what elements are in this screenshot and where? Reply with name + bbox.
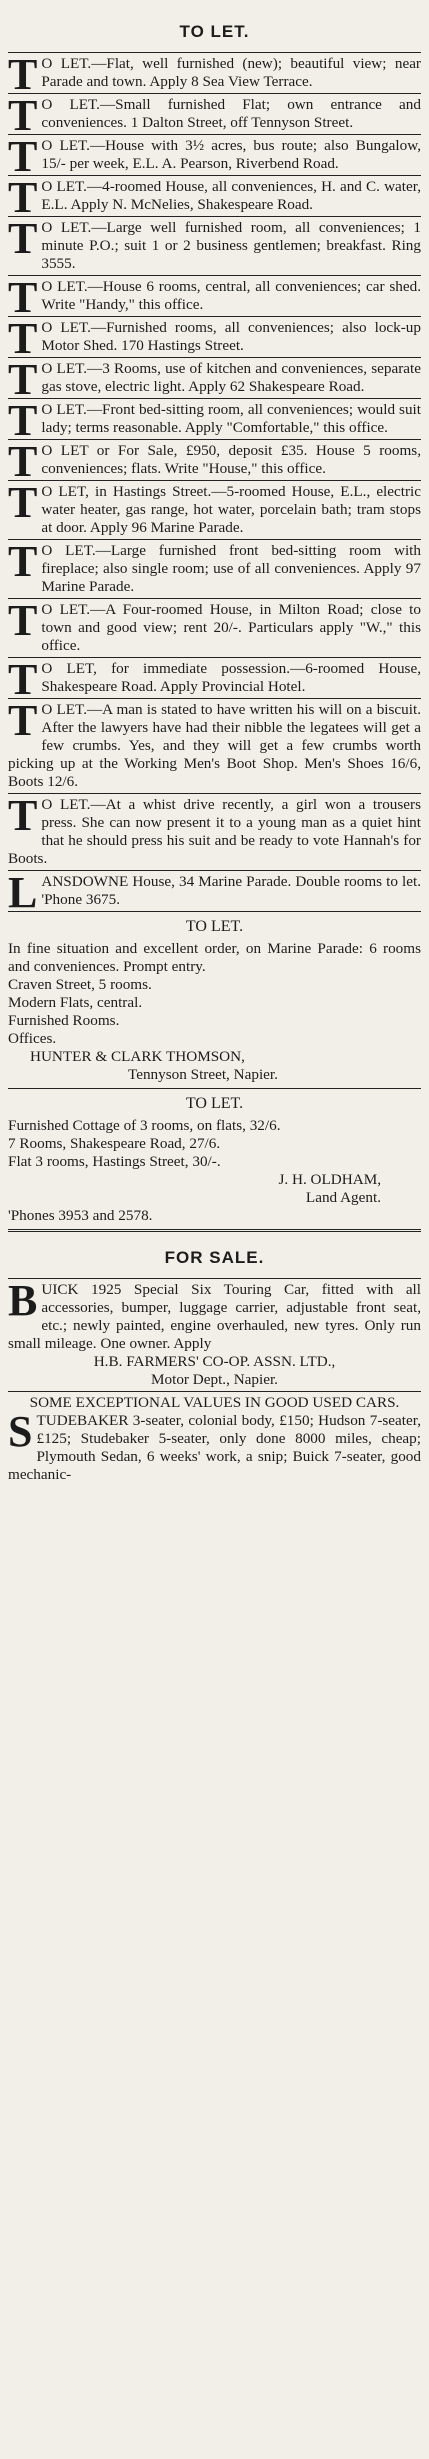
ad-text: O LET.—A Four-roomed House, in Milton Road; close to town and good view; rent 20/-. Particulars apply "W.," this office. bbox=[41, 601, 421, 654]
ad-text: O LET, in Hastings Street.—5-roomed House, E.L., electric water heater, gas range, hot water, porcelain bath; tram stops at door. Apply 96 Marine Parade. bbox=[41, 483, 421, 536]
ad-3 bbox=[8, 132, 421, 181]
divider bbox=[8, 1278, 421, 1279]
ad-text: O LET.—House 6 rooms, central, all conveniences; car shed. Write "Handy," this office. bbox=[41, 278, 421, 313]
drop-cap: T bbox=[8, 355, 38, 404]
ad-4 bbox=[8, 173, 421, 222]
drop-cap: T bbox=[8, 50, 38, 99]
drop-cap: T bbox=[8, 214, 38, 263]
oldham-phones: 'Phones 3953 and 2578. bbox=[8, 1207, 153, 1224]
drop-cap: T bbox=[8, 596, 38, 645]
drop-cap: B bbox=[8, 1276, 38, 1325]
drop-cap: T bbox=[8, 478, 38, 527]
ad-14 bbox=[8, 655, 421, 704]
section-title-for-sale: FOR SALE. bbox=[164, 1248, 265, 1267]
ad-text: O LET.—At a whist drive recently, a girl won a trousers press. She can now present it to a young man as a quiet hint that he should press his suit and be ready to vote Hannah's for Boots. bbox=[8, 796, 421, 867]
hunter-line-4: Offices. bbox=[8, 1030, 57, 1047]
ad-10 bbox=[8, 437, 421, 486]
divider bbox=[8, 657, 421, 658]
drop-cap: T bbox=[8, 437, 38, 486]
ad-6 bbox=[8, 273, 421, 322]
divider bbox=[8, 598, 421, 599]
ad-text: O LET, for immediate possession.—6-roomed House, Shakespeare Road. Apply Provincial Hotel. bbox=[41, 660, 421, 695]
drop-cap: T bbox=[8, 132, 38, 181]
divider bbox=[8, 175, 421, 176]
oldham-title: TO LET. bbox=[185, 1095, 244, 1112]
divider bbox=[8, 870, 421, 871]
ad-8 bbox=[8, 355, 421, 404]
divider bbox=[8, 1391, 421, 1392]
drop-cap: T bbox=[8, 791, 38, 840]
ad-15 bbox=[8, 696, 421, 791]
oldham-line-1: Furnished Cottage of 3 rooms, on flats, 32/6. bbox=[8, 1117, 281, 1134]
divider bbox=[8, 793, 421, 794]
sale-headline: SOME EXCEPTIONAL VALUES IN GOOD USED CARS. bbox=[29, 1394, 400, 1411]
ad-12 bbox=[8, 537, 421, 596]
ad-text: O LET.—3 Rooms, use of kitchen and conveniences, separate gas stove, electric light. Apply 62 Shakespeare Road. bbox=[41, 360, 421, 395]
ad-text: ANSDOWNE House, 34 Marine Parade. Double rooms to let. 'Phone 3675. bbox=[41, 873, 421, 908]
hunter-title: TO LET. bbox=[185, 918, 244, 935]
divider bbox=[8, 134, 421, 135]
drop-cap: T bbox=[8, 396, 38, 445]
ad-text: O LET.—Large well furnished room, all conveniences; 1 minute P.O.; suit 1 or 2 business gentlemen; breakfast. Ring 3555. bbox=[41, 219, 421, 272]
drop-cap: L bbox=[8, 868, 38, 917]
hunter-line-2: Modern Flats, central. bbox=[8, 994, 143, 1011]
hunter-firm: HUNTER & CLARK THOMSON, bbox=[30, 1048, 245, 1065]
section-title-to-let: TO LET. bbox=[179, 22, 250, 41]
drop-cap: S bbox=[8, 1407, 33, 1456]
ad-16 bbox=[8, 791, 421, 868]
hunter-clark-ad bbox=[8, 918, 421, 1084]
divider bbox=[8, 1088, 421, 1089]
oldham-line-3: Flat 3 rooms, Hastings Street, 30/-. bbox=[8, 1153, 221, 1170]
divider bbox=[8, 216, 421, 217]
ad-11 bbox=[8, 478, 421, 537]
hunter-line-3: Furnished Rooms. bbox=[8, 1012, 120, 1029]
ad-2 bbox=[8, 91, 421, 140]
sale-ad-2 bbox=[8, 1394, 421, 1484]
ad-text: O LET or For Sale, £950, deposit £35. House 5 rooms, conveniences; flats. Write "House," this office. bbox=[41, 442, 421, 477]
divider bbox=[8, 439, 421, 440]
oldham-ad bbox=[8, 1095, 421, 1225]
oldham-name: J. H. OLDHAM, bbox=[278, 1171, 381, 1188]
ad-text: O LET.—Furnished rooms, all conveniences; also lock-up Motor Shed. 170 Hastings Street. bbox=[41, 319, 421, 354]
ad-text: O LET.—A man is stated to have written his will on a biscuit. After the lawyers have had their nibble the legatees will get a few crumbs. Yes, and they will get a few crumbs worth picking up at the Working Men's Boot Shop. Men's Shoes 16/6, Boots 12/6. bbox=[8, 701, 421, 790]
ad-text: O LET.—Flat, well furnished (new); beautiful view; near Parade and town. Apply 8 Sea View Terrace. bbox=[41, 55, 421, 90]
ad-text: UICK 1925 Special Six Touring Car, fitted with all accessories, bumper, luggage carrier, adjustable front seat, etc.; newly painted, engine overhauled, new tyres. Only run small mileage. One owner. Apply bbox=[8, 1281, 421, 1352]
sale-firm: H.B. FARMERS' CO-OP. ASSN. LTD., bbox=[93, 1353, 336, 1370]
divider bbox=[8, 316, 421, 317]
divider bbox=[8, 398, 421, 399]
drop-cap: T bbox=[8, 91, 38, 140]
divider bbox=[8, 1229, 421, 1232]
drop-cap: T bbox=[8, 173, 38, 222]
divider bbox=[8, 52, 421, 53]
drop-cap: T bbox=[8, 696, 38, 745]
divider bbox=[8, 911, 421, 912]
hunter-intro: In fine situation and excellent order, on Marine Parade: 6 rooms and conveniences. Prompt entry. bbox=[8, 940, 421, 975]
divider bbox=[8, 480, 421, 481]
ad-5 bbox=[8, 214, 421, 273]
ad-9 bbox=[8, 396, 421, 445]
drop-cap: T bbox=[8, 537, 38, 586]
ad-text: O LET.—Large furnished front bed-sitting room with fireplace; also single room; use of all conveniences. Apply 97 Marine Parade. bbox=[41, 542, 421, 595]
hunter-address: Tennyson Street, Napier. bbox=[128, 1066, 278, 1083]
ad-13 bbox=[8, 596, 421, 655]
sale-ad-1 bbox=[8, 1276, 421, 1389]
ad-text: TUDEBAKER 3-seater, colonial body, £150; Hudson 7-seater, £125; Studebaker 5-seater, only done 8000 miles, cheap; Plymouth Sedan, 6 weeks' work, a snip; Buick 7-seater, good mechanic- bbox=[8, 1412, 421, 1483]
divider bbox=[8, 93, 421, 94]
ad-17 bbox=[8, 868, 421, 917]
ad-text: O LET.—4-roomed House, all conveniences, H. and C. water, E.L. Apply N. McNelies, Shakespeare Road. bbox=[41, 178, 421, 213]
ad-7 bbox=[8, 314, 421, 363]
divider bbox=[8, 357, 421, 358]
drop-cap: T bbox=[8, 655, 38, 704]
ad-text: O LET.—Small furnished Flat; own entrance and conveniences. 1 Dalton Street, off Tennyson Street. bbox=[41, 96, 421, 131]
divider bbox=[8, 539, 421, 540]
divider bbox=[8, 275, 421, 276]
hunter-line-1: Craven Street, 5 rooms. bbox=[8, 976, 152, 993]
sale-dept: Motor Dept., Napier. bbox=[151, 1371, 278, 1388]
ad-1 bbox=[8, 50, 421, 99]
drop-cap: T bbox=[8, 273, 38, 322]
drop-cap: T bbox=[8, 314, 38, 363]
ad-text: O LET.—Front bed-sitting room, all conveniences; would suit lady; terms reasonable. Apply "Comfortable," this office. bbox=[41, 401, 421, 436]
ad-text: O LET.—House with 3½ acres, bus route; also Bungalow, 15/- per week, E.L. A. Pearson, Riverbend Road. bbox=[41, 137, 421, 172]
divider bbox=[8, 698, 421, 699]
oldham-line-2: 7 Rooms, Shakespeare Road, 27/6. bbox=[8, 1135, 221, 1152]
oldham-role: Land Agent. bbox=[305, 1189, 381, 1206]
